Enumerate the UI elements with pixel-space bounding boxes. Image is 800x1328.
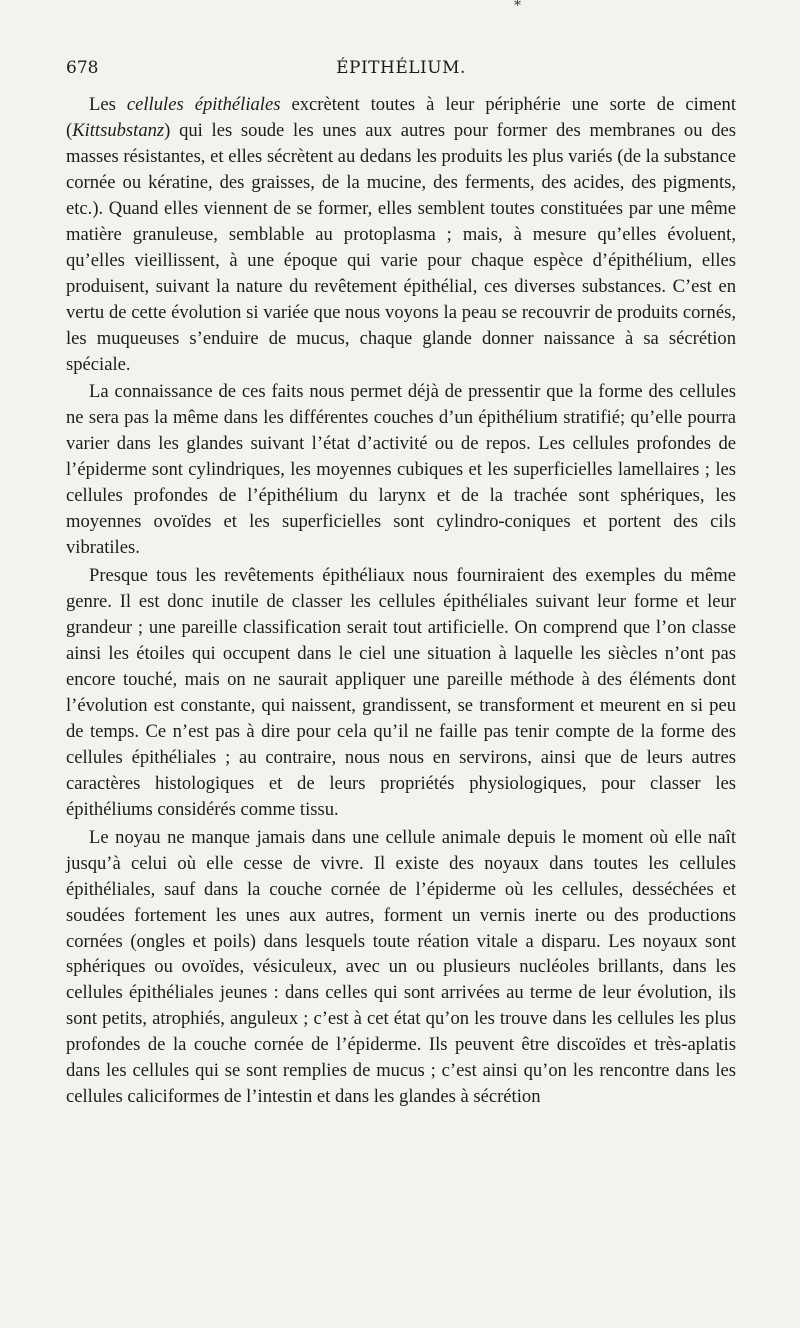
paragraph-1-mid: excrètent toutes à leur périphérie une sorte de ciment ( — [66, 94, 736, 141]
top-mark: * — [514, 0, 521, 14]
paragraph-4: Le noyau ne manque jamais dans une cellule animale depuis le moment où elle naît jusqu’à celui où elle cesse de vivre. Il existe des noyaux dans toutes les cellules épithéliales, sauf dans la couche cornée de l’épiderme où les cellules, desséchées et soudées fortement les unes aux autres, forment un vernis inerte ou des productions cornées (ongles et poils) dans lesquels toute réation vitale a disparu. Les noyaux sont sphériques ou ovoïdes, vésiculeux, avec un ou plusieurs nucléoles brillants, dans les cellules épithéliales jeunes : dans celles qui sont arrivées au terme de leur évolution, ils sont petits, atrophiés, anguleux ; c’est à cet état qu’on les trouve dans les cellules les plus profondes de la couche cornée de l’épiderme. Ils peuvent être discoïdes et très-aplatis dans les cellules qui se sont remplies de mucus ; c’est ainsi qu’on les rencontre dans les cellules caliciformes de l’intestin et dans les glandes à sécrétion — [66, 826, 736, 1108]
body-text — [66, 92, 736, 1111]
running-title: ÉPITHÉLIUM. — [336, 58, 466, 78]
paragraph-1-term: cellules épithéliales — [126, 94, 281, 115]
running-header — [66, 58, 736, 86]
paragraph-1-lead: Les — [89, 94, 127, 115]
paragraph-1 — [66, 92, 736, 377]
page-number: 678 — [66, 58, 99, 78]
paragraph-2: La connaissance de ces faits nous permet déjà de pressentir que la forme des cellules ne sera pas la même dans les différentes couches d’un épithélium stratifié; qu’elle pourra varier dans les glandes suivant l’état d’activité ou de repos. Les cellules profondes de l’épiderme sont cylindriques, les moyennes cubiques et les superficielles lamellaires ; les cellules profondes de l’épithélium du larynx et de la trachée sont sphériques, les moyennes ovoïdes et les superficielles sont cylindro-coniques et portent des cils vibratiles. — [66, 381, 736, 559]
paragraph-1-term-german: Kittsubstanz — [72, 119, 165, 141]
book-page — [66, 0, 736, 1328]
paragraph-3: Presque tous les revêtements épithéliaux nous fourniraient des exemples du même genre. Il est donc inutile de classer les cellules épithéliales suivant leur forme et leur grandeur ; une pareille classification serait tout artificielle. On comprend que l’on classe ainsi les étoiles qui occupent dans le ciel une situation à laquelle les siècles n’ont pas encore touché, mais on ne saurait appliquer une pareille méthode à des éléments dont l’évolution est constante, qui naissent, grandissent, se transforment et meurent en si peu de temps. Ce n’est pas à dire pour cela qu’il ne faille pas tenir compte de la forme des cellules épithéliales ; au contraire, nous nous en servirons, ainsi que de leurs autres caractères histologiques et de leurs propriétés physiologiques, pour classer les épithéliums considérés comme tissu. — [66, 565, 736, 820]
paragraph-1-text: ) qui les soude les unes aux autres pour former des membranes ou des masses résistantes, et elles sécrètent au dedans les produits les plus variés (de la substance cornée ou kératine, des graisses, de la mucine, des ferments, des acides, des pigments, etc.). Quand elles viennent de se former, elles semblent toutes constituées par une même matière granuleuse, semblable au protoplasma ; mais, à mesure qu’elles évoluent, qu’elles vieillissent, à une époque qui varie pour chaque espèce d’épithélium, elles produisent, suivant la nature du revêtement épithélial, ces diverses substances. C’est en vertu de cette évolution si variée que nous voyons la peau se recouvrir de produits cornés, les muqueuses s’enduire de mucus, chaque glande donner naissance à sa sécrétion spéciale. — [66, 119, 736, 375]
